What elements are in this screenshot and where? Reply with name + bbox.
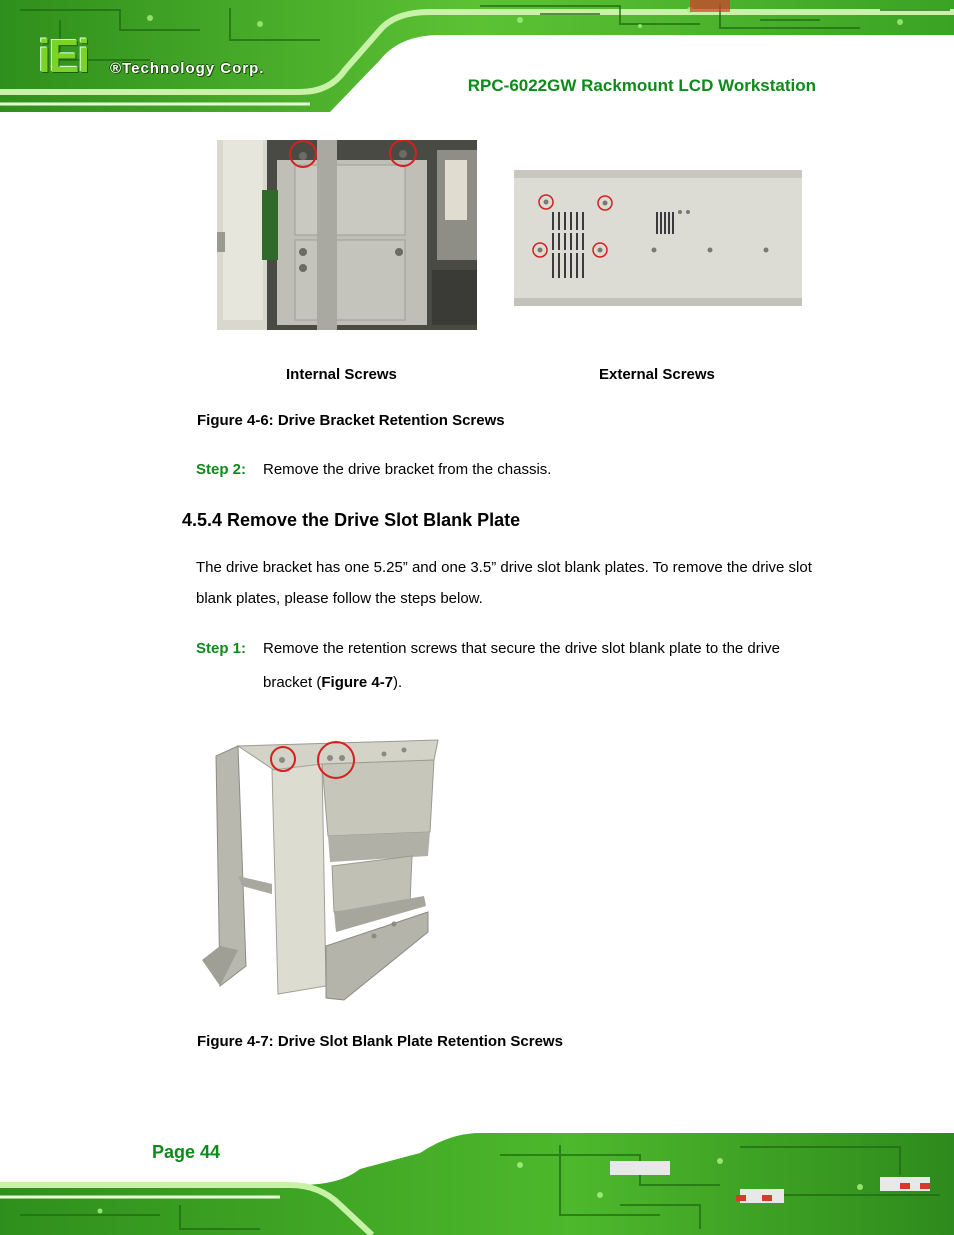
figure-4-7-caption: Figure 4-7: Drive Slot Blank Plate Retention Screws — [197, 1033, 563, 1050]
intro-paragraph: The drive bracket has one 5.25” and one 3.5” drive slot blank plates. To remove the drive slot blank plates, please follow the steps below. — [196, 559, 812, 607]
company-logo — [38, 30, 298, 84]
step-2 — [196, 453, 836, 487]
step-1 — [196, 632, 836, 702]
page-header — [0, 0, 954, 112]
external-screws-label: External Screws — [599, 366, 715, 383]
figure-4-7-reference[interactable]: Figure 4-7 — [321, 674, 394, 691]
step-1-label: Step 1: — [196, 640, 247, 657]
step-1-text — [263, 632, 823, 700]
step-1-text-before: Remove the retention screws that secure the drive slot blank plate to the drive bracket ( — [263, 640, 780, 691]
step-2-text: Remove the drive bracket from the chassis. — [263, 461, 552, 478]
document-title: RPC-6022GW Rackmount LCD Workstation — [467, 76, 816, 95]
internal-screws-photo — [217, 140, 477, 330]
pcb-footer-graphic — [0, 1125, 954, 1235]
page-footer — [0, 1125, 954, 1235]
section-heading: 4.5.4 Remove the Drive Slot Blank Plate — [182, 510, 521, 530]
internal-screws-label: Internal Screws — [286, 366, 397, 383]
logo-company-name: ®Technology Corp. — [110, 60, 265, 77]
step-1-text-after: ). — [393, 674, 403, 691]
page-number: Page 44 — [152, 1142, 221, 1162]
external-screws-photo — [514, 170, 802, 306]
logo-letters: iEi — [38, 30, 89, 82]
step-2-label: Step 2: — [196, 461, 247, 478]
drive-bracket-photo — [198, 736, 442, 1008]
figure-4-6-caption: Figure 4-6: Drive Bracket Retention Screws — [197, 412, 505, 429]
